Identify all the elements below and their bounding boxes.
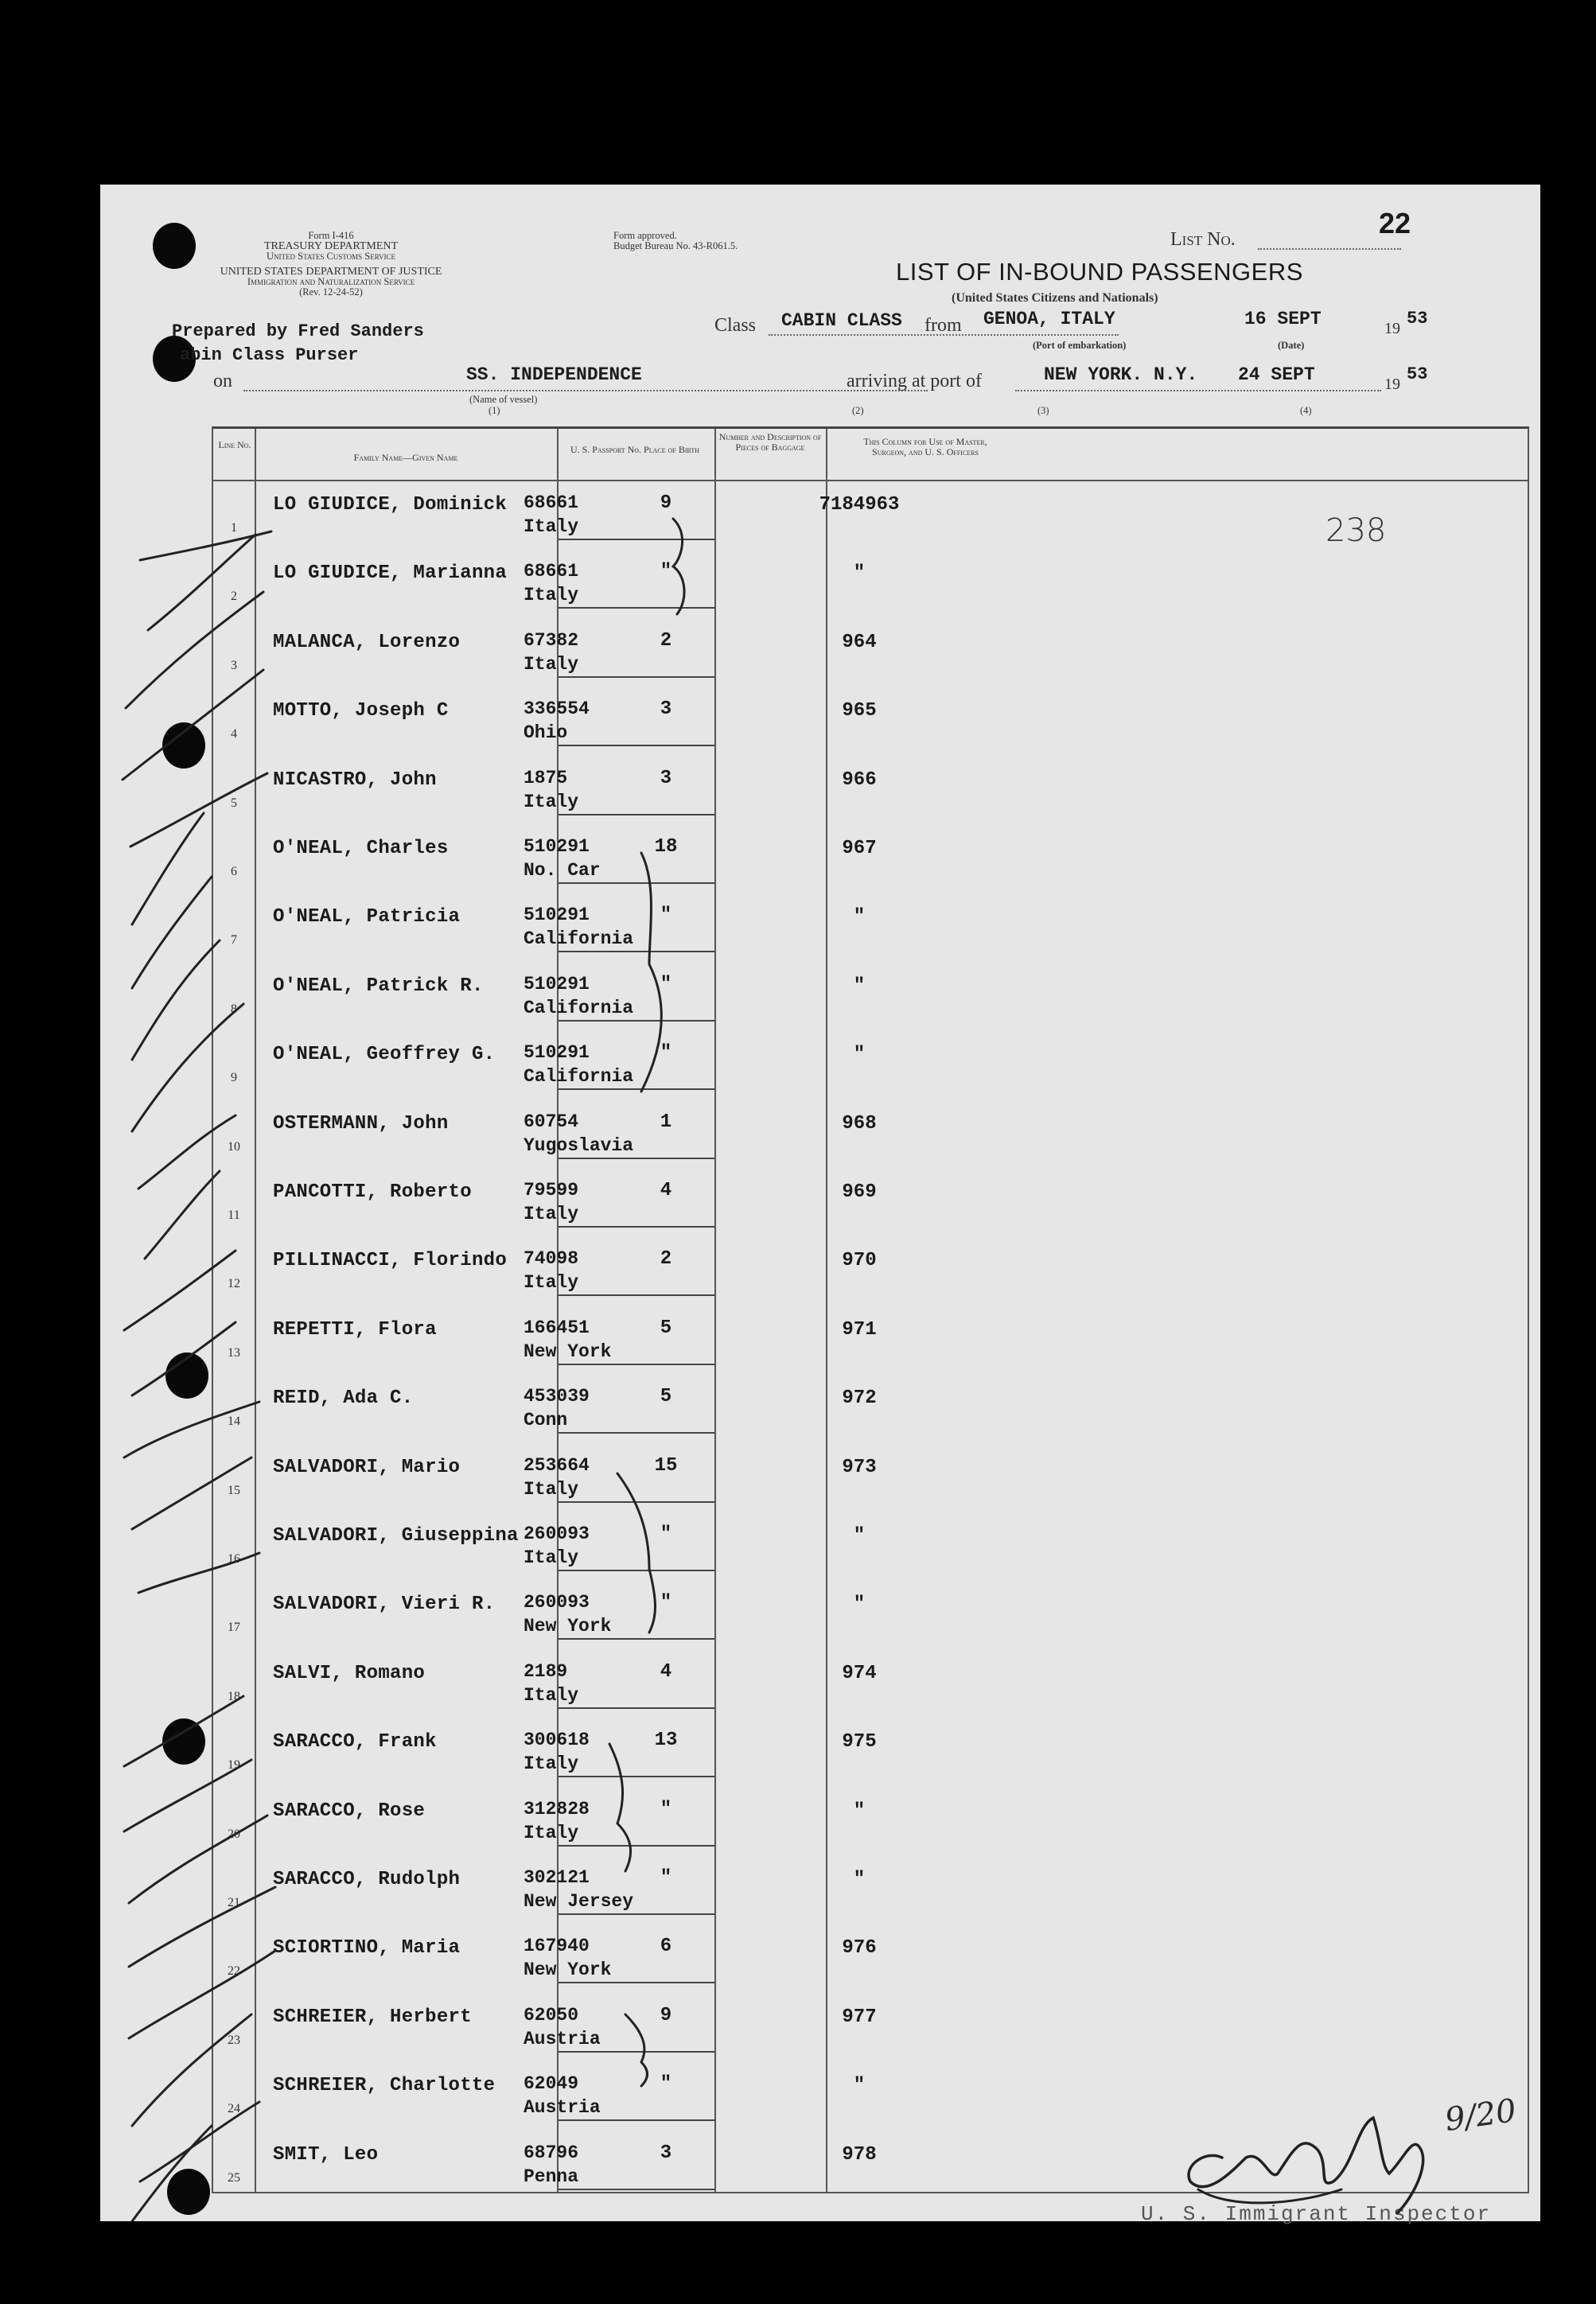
passport-number: 60754: [524, 1111, 579, 1132]
check-mark: [148, 535, 255, 630]
baggage-count: ": [660, 973, 672, 995]
line-number: 14: [228, 1415, 240, 1429]
passenger-name: SCIORTINO, Maria: [273, 1937, 461, 1960]
col-num-3: (3): [1037, 405, 1049, 416]
port-of-embarkation: GENOA, ITALY: [983, 309, 1115, 329]
family-brace: [673, 519, 684, 614]
passenger-name: SARACCO, Rose: [273, 1800, 426, 1822]
place-of-birth: Italy: [524, 1753, 579, 1775]
official-number: 978: [842, 2143, 877, 2166]
place-of-birth: Italy: [524, 1272, 579, 1294]
check-mark: [132, 2126, 212, 2221]
passport-number: 253664: [524, 1454, 590, 1476]
passenger-name: SARACCO, Rudolph: [273, 1869, 461, 1890]
passenger-name: PILLINACCI, Florindo: [273, 1250, 508, 1272]
year-prefix-sail: 19: [1384, 320, 1400, 337]
passport-number: 68661: [524, 492, 579, 513]
baggage-count: 6: [660, 1936, 672, 1958]
place-of-birth: California: [524, 997, 634, 1018]
place-of-birth: Italy: [524, 1478, 579, 1500]
place-of-birth: Italy: [524, 791, 579, 812]
col-header-officers: This Column for Use of Master, Surgeon, and U. S. Officers: [863, 436, 987, 457]
place-of-birth: Conn: [524, 1410, 568, 1431]
place-of-birth: Italy: [524, 1822, 579, 1843]
place-of-birth: Austria: [524, 2097, 601, 2119]
official-number: ": [853, 1594, 866, 1616]
baggage-count: 4: [660, 1660, 672, 1683]
place-of-birth: New Jersey: [524, 1891, 634, 1912]
check-mark: [140, 2102, 259, 2181]
arrival-date: 24 SEPT: [1238, 364, 1315, 385]
on-label: on: [213, 371, 232, 391]
place-of-birth: Penna: [524, 2166, 579, 2187]
baggage-count: ": [660, 2073, 672, 2096]
passenger-name: OSTERMANN, John: [273, 1112, 449, 1134]
inspector-signature: [1198, 2189, 1341, 2203]
line-number: 9: [231, 1071, 237, 1085]
official-number: 7184963: [819, 494, 900, 516]
official-number: ": [853, 1525, 866, 1547]
passport-number: 312828: [524, 1798, 590, 1819]
passport-number: 1875: [524, 767, 568, 788]
line-number: 15: [228, 1483, 240, 1497]
passport-number: 79599: [524, 1180, 579, 1201]
form-id: Form I-416: [308, 230, 354, 241]
passenger-name: LO GIUDICE, Marianna: [273, 562, 508, 585]
official-number: 968: [842, 1112, 877, 1134]
place-of-birth: Italy: [524, 653, 579, 675]
baggage-count: 2: [660, 1248, 672, 1271]
sailing-date: 16 SEPT: [1244, 309, 1322, 329]
ins-service: Immigration and Naturalization Service: [247, 276, 415, 287]
passport-number: 2189: [524, 1660, 568, 1682]
baggage-count: 13: [654, 1730, 678, 1752]
passenger-name: SALVI, Romano: [273, 1662, 426, 1684]
passenger-name: MOTTO, Joseph C: [273, 700, 449, 722]
line-number: 21: [228, 1896, 240, 1909]
prepared-role: abin Class Purser: [180, 345, 359, 365]
check-mark: [130, 773, 267, 846]
baggage-count: ": [660, 561, 672, 583]
baggage-count: 5: [660, 1386, 672, 1408]
official-number: 965: [842, 700, 877, 722]
check-mark: [138, 1115, 236, 1189]
official-number: 970: [842, 1250, 877, 1272]
check-mark: [132, 940, 220, 1060]
passenger-name: O'NEAL, Patricia: [273, 906, 461, 928]
passenger-name: PANCOTTI, Roberto: [273, 1181, 472, 1203]
line-number: 6: [231, 865, 237, 878]
line-number: 7: [231, 933, 237, 948]
baggage-count: 3: [660, 2142, 672, 2164]
place-of-birth: Yugoslavia: [524, 1134, 634, 1156]
place-of-birth: Austria: [524, 2028, 601, 2049]
arrival-year: 53: [1407, 364, 1428, 384]
official-number: 966: [842, 769, 877, 791]
check-mark: [132, 1458, 251, 1529]
prepared-by: Prepared by Fred Sanders: [172, 321, 424, 341]
passport-number: 68661: [524, 561, 579, 582]
col-header-baggage: Number and Description of Pieces of Baggage: [718, 431, 822, 453]
passenger-name: O'NEAL, Charles: [273, 838, 449, 859]
official-number: ": [853, 1044, 866, 1066]
place-of-birth: Italy: [524, 516, 579, 537]
place-of-birth: Italy: [524, 1684, 579, 1706]
check-mark: [123, 670, 263, 780]
col-header-passport: U. S. Passport No. Place of Birth: [570, 444, 700, 455]
passenger-name: O'NEAL, Patrick R.: [273, 975, 484, 997]
check-mark: [129, 1951, 275, 2038]
place-of-birth: New York: [524, 1616, 612, 1637]
line-number: 17: [228, 1621, 240, 1635]
place-of-birth: Ohio: [524, 722, 568, 744]
place-of-birth: California: [524, 928, 634, 950]
col-num-4: (4): [1300, 405, 1312, 416]
check-mark: [124, 1760, 251, 1831]
passenger-name: SARACCO, Frank: [273, 1731, 437, 1753]
passenger-name: SCHREIER, Charlotte: [273, 2075, 496, 2097]
line-number: 8: [231, 1002, 237, 1016]
passenger-name: SMIT, Leo: [273, 2143, 379, 2166]
check-mark: [129, 1816, 267, 1903]
official-number: 972: [842, 1387, 877, 1410]
check-mark: [138, 1553, 259, 1593]
passport-number: 510291: [524, 836, 590, 857]
line-number: 2: [231, 590, 237, 604]
passport-number: 167940: [524, 1936, 590, 1957]
place-of-birth: No. Car: [524, 860, 601, 881]
baggage-count: ": [660, 1524, 672, 1545]
line-number: 13: [228, 1345, 240, 1360]
sheet-number: 22: [1379, 207, 1411, 239]
list-no-label: List No.: [1170, 229, 1236, 250]
place-of-birth: New York: [524, 1341, 612, 1362]
official-number: 969: [842, 1181, 877, 1203]
arriving-label: arriving at port of: [847, 371, 982, 391]
line-number: 20: [228, 1827, 240, 1841]
passport-number: 260093: [524, 1592, 590, 1613]
document-title: LIST OF IN-BOUND PASSENGERS: [896, 258, 1303, 286]
baggage-count: 9: [660, 492, 672, 514]
place-of-birth: Italy: [524, 1204, 579, 1224]
family-brace: [625, 2014, 648, 2086]
family-brace: [609, 1744, 631, 1871]
official-number: ": [853, 1800, 866, 1822]
passenger-name: SALVADORI, Mario: [273, 1456, 461, 1478]
passport-number: 260093: [524, 1524, 590, 1544]
line-number: 5: [231, 796, 237, 810]
date-caption: (Date): [1278, 340, 1305, 351]
passport-number: 166451: [524, 1317, 590, 1338]
passport-number: 453039: [524, 1386, 590, 1407]
passport-number: 74098: [524, 1248, 579, 1270]
baggage-count: 3: [660, 699, 672, 721]
passenger-name: REPETTI, Flora: [273, 1318, 437, 1341]
line-number: 3: [231, 658, 237, 672]
line-number: 25: [228, 2170, 240, 2185]
passenger-name: LO GIUDICE, Dominick: [273, 494, 508, 516]
passenger-name: O'NEAL, Geoffrey G.: [273, 1044, 496, 1066]
line-number: 4: [231, 727, 237, 741]
baggage-count: 4: [660, 1180, 672, 1201]
passenger-name: SALVADORI, Giuseppina: [273, 1525, 519, 1547]
official-number: ": [853, 975, 866, 997]
passport-number: 62049: [524, 2073, 579, 2095]
baggage-count: 1: [660, 1111, 672, 1133]
manifest-page: [100, 185, 1540, 2226]
passport-number: 510291: [524, 1042, 590, 1064]
check-mark: [124, 1251, 236, 1330]
official-number: ": [853, 906, 866, 928]
baggage-count: ": [660, 1798, 672, 1820]
passport-number: 300618: [524, 1730, 590, 1751]
passport-number: 336554: [524, 699, 590, 720]
official-number: 976: [842, 1937, 877, 1960]
year-prefix-arrival: 19: [1384, 376, 1400, 393]
passport-number: 510291: [524, 905, 590, 926]
passenger-name: SALVADORI, Vieri R.: [273, 1594, 496, 1616]
from-label: from: [925, 315, 962, 336]
place-of-birth: Italy: [524, 1547, 579, 1568]
justice-dept: UNITED STATES DEPARTMENT OF JUSTICE: [220, 266, 442, 278]
class-label: Class: [714, 315, 757, 336]
line-number: 10: [228, 1139, 240, 1154]
line-number: 16: [228, 1552, 240, 1566]
sailing-year: 53: [1407, 309, 1428, 329]
baggage-count: ": [660, 1592, 672, 1614]
baggage-count: ": [660, 1867, 672, 1889]
family-brace: [641, 853, 661, 1092]
official-number: ": [853, 562, 866, 585]
budget-bureau: Budget Bureau No. 43-R061.5.: [613, 240, 738, 251]
official-number: 973: [842, 1456, 877, 1478]
col-num-2: (2): [852, 405, 864, 416]
port-embark-caption: (Port of embarkation): [1033, 340, 1127, 351]
place-of-birth: New York: [524, 1960, 612, 1981]
line-number: 18: [228, 1689, 240, 1703]
passenger-name: NICASTRO, John: [273, 769, 437, 791]
official-number: 974: [842, 1662, 877, 1684]
official-number: ": [853, 1869, 866, 1890]
official-number: ": [853, 2075, 866, 2097]
line-number: 23: [228, 2033, 240, 2047]
inspector-date: 9/20: [1442, 2092, 1519, 2139]
handwritten-number: 238: [1325, 512, 1387, 549]
baggage-count: 9: [660, 2004, 672, 2026]
col-num-1: (1): [489, 405, 500, 416]
check-mark: [132, 1004, 243, 1131]
family-brace: [617, 1473, 656, 1633]
check-mark: [124, 1402, 259, 1458]
passenger-name: MALANCA, Lorenzo: [273, 631, 461, 653]
passenger-name: REID, Ada C.: [273, 1387, 414, 1410]
baggage-count: ": [660, 1042, 672, 1064]
check-mark: [124, 1696, 243, 1766]
line-number: 12: [228, 1277, 240, 1291]
official-number: 975: [842, 1731, 877, 1753]
check-mark: [132, 2014, 251, 2126]
check-mark: [132, 877, 212, 988]
passport-number: 68796: [524, 2142, 579, 2163]
official-number: 971: [842, 1318, 877, 1341]
baggage-count: ": [660, 905, 672, 927]
col-header-name: Family Name—Given Name: [353, 452, 458, 463]
class-value: CABIN CLASS: [781, 310, 902, 331]
form-approved: Form approved.: [613, 230, 677, 241]
check-mark: [145, 1171, 220, 1259]
place-of-birth: California: [524, 1066, 634, 1088]
treasury-dept: TREASURY DEPARTMENT: [263, 240, 399, 252]
vessel-name: SS. INDEPENDENCE: [466, 364, 642, 385]
baggage-count: 15: [654, 1454, 678, 1477]
baggage-count: 5: [660, 1317, 672, 1339]
official-number: 967: [842, 838, 877, 859]
port-of-arrival: NEW YORK. N.Y.: [1044, 364, 1198, 385]
place-of-birth: Italy: [524, 585, 579, 606]
document-subtitle: (United States Citizens and Nationals): [952, 291, 1158, 305]
passenger-name: SCHREIER, Herbert: [273, 2006, 472, 2028]
line-number: 1: [231, 521, 237, 535]
baggage-count: 2: [660, 629, 672, 652]
passport-number: 302121: [524, 1867, 590, 1888]
line-number: 19: [228, 1758, 240, 1773]
baggage-count: 18: [654, 836, 678, 858]
line-number: 24: [228, 2102, 240, 2116]
passport-number: 62050: [524, 2004, 579, 2026]
official-number: 964: [842, 631, 877, 653]
check-mark: [126, 592, 263, 708]
passport-number: 510291: [524, 973, 590, 994]
check-mark: [129, 1887, 275, 1967]
check-mark: [132, 813, 204, 924]
line-number: 11: [228, 1208, 240, 1222]
baggage-count: 3: [660, 767, 672, 789]
col-header-line: Line No.: [218, 439, 251, 450]
vessel-caption: (Name of vessel): [469, 394, 538, 405]
ink-marks: [100, 185, 1540, 2221]
line-number: 22: [228, 1964, 240, 1979]
form-revision: (Rev. 12-24-52): [299, 286, 363, 298]
official-number: 977: [842, 2006, 877, 2028]
inspector-label: U. S. Immigrant Inspector: [1141, 2202, 1492, 2226]
check-mark: [140, 531, 271, 560]
passport-number: 67382: [524, 629, 579, 651]
customs-service: United States Customs Service: [266, 251, 396, 262]
check-mark: [132, 1322, 236, 1395]
